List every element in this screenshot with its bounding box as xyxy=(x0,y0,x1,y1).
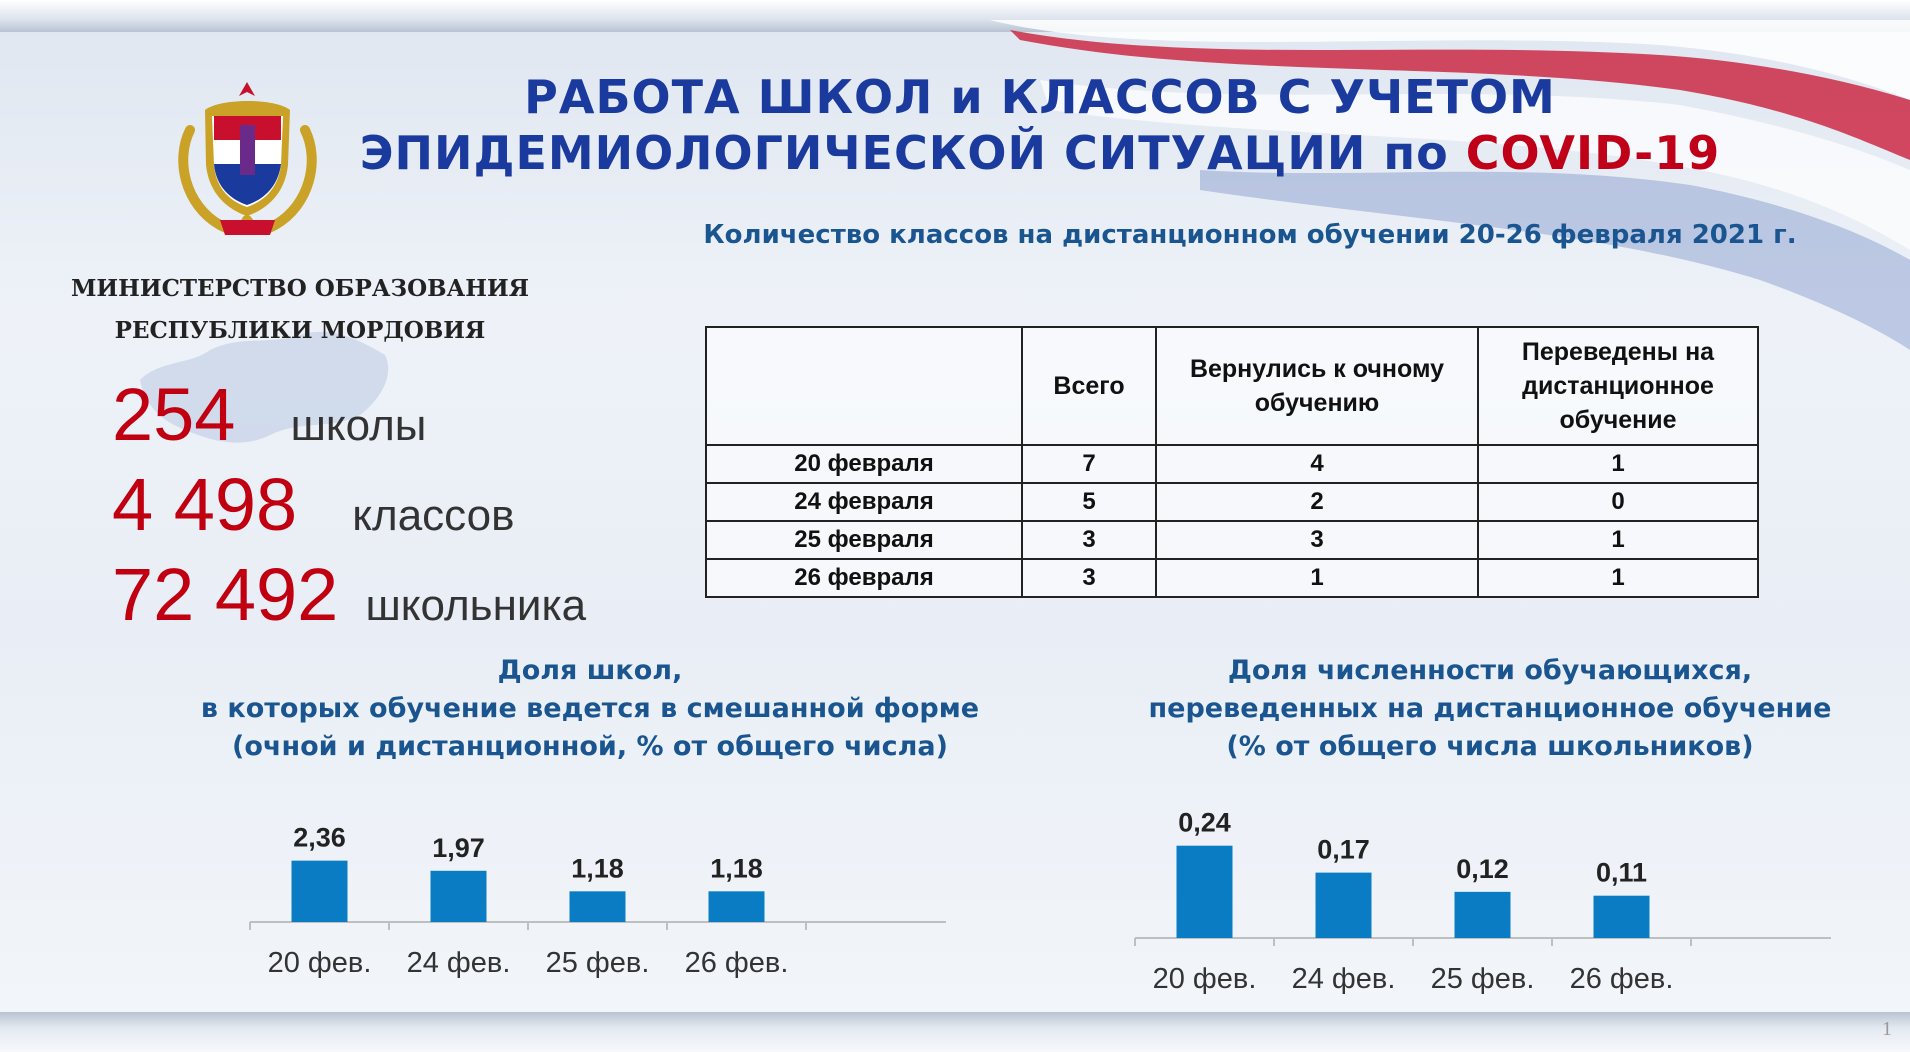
header-total: Всего xyxy=(1022,327,1156,445)
table-subtitle: Количество классов на дистанционном обучении 20-26 февраля 2021 г. xyxy=(703,220,1797,250)
data-label: 0,11 xyxy=(1595,857,1648,888)
category-label: 20 фев. xyxy=(267,947,372,979)
cell-transferred: 1 xyxy=(1478,559,1758,597)
chart2-title-line: (% от общего числа школьников) xyxy=(1226,731,1754,762)
data-label: 1,18 xyxy=(710,853,763,884)
cell-transferred: 1 xyxy=(1478,521,1758,559)
data-label: 0,12 xyxy=(1456,853,1509,884)
ministry-line1: МИНИСТЕРСТВО ОБРАЗОВАНИЯ xyxy=(70,275,530,302)
data-label: 0,24 xyxy=(1178,807,1231,838)
bottom-bar xyxy=(0,1012,1910,1052)
cell-date: 20 февраля xyxy=(706,445,1022,483)
stat-schools xyxy=(112,372,426,462)
cell-total: 5 xyxy=(1022,483,1156,521)
stat-label: школы xyxy=(290,401,427,450)
category-label: 26 фев. xyxy=(684,947,789,979)
cell-returned: 3 xyxy=(1156,521,1478,559)
data-label: 0,17 xyxy=(1317,834,1370,865)
chart2-title-line: Доля численности обучающихся, xyxy=(1227,655,1753,686)
chart2-title xyxy=(1120,652,1860,766)
category-label: 25 фев. xyxy=(545,947,650,979)
header-date xyxy=(706,327,1022,445)
bar xyxy=(1594,896,1650,938)
data-label: 2,36 xyxy=(293,822,346,853)
cell-total: 3 xyxy=(1022,521,1156,559)
bar xyxy=(292,861,348,922)
bar xyxy=(1316,873,1372,938)
page-title-line2 xyxy=(340,126,1740,180)
chart1-title xyxy=(180,652,1000,766)
cell-total: 7 xyxy=(1022,445,1156,483)
chart1-title-line: в которых обучение ведется в смешанной форме xyxy=(200,693,980,724)
table-row xyxy=(706,483,1758,521)
stat-label: школьника xyxy=(365,581,587,630)
cell-returned: 4 xyxy=(1156,445,1478,483)
category-label: 24 фев. xyxy=(406,947,511,979)
data-label: 1,97 xyxy=(432,832,485,863)
bar xyxy=(431,871,487,922)
category-label: 20 фев. xyxy=(1152,963,1257,995)
stat-classes xyxy=(112,462,515,552)
bar xyxy=(1455,892,1511,938)
cell-transferred: 1 xyxy=(1478,445,1758,483)
stat-number: 72 492 xyxy=(112,553,339,636)
header-transferred: Переведены на дистанционное обучение xyxy=(1478,327,1758,445)
category-label: 26 фев. xyxy=(1569,963,1674,995)
table-row xyxy=(706,445,1758,483)
mixed-form-schools-chart xyxy=(250,822,950,990)
cell-returned: 1 xyxy=(1156,559,1478,597)
bar xyxy=(1177,846,1233,938)
title-text: ЭПИДЕМИОЛОГИЧЕСКОЙ СИТУАЦИИ по xyxy=(359,126,1466,180)
covid-label: COVID-19 xyxy=(1465,126,1721,180)
page-number: 1 xyxy=(1882,1018,1892,1040)
data-label: 1,18 xyxy=(571,853,624,884)
chart1-title-line: (очной и дистанционной, % от общего числа) xyxy=(232,731,948,762)
table-header-row xyxy=(706,327,1758,445)
table-row xyxy=(706,559,1758,597)
stat-label: классов xyxy=(352,491,515,540)
ministry-name xyxy=(20,268,580,352)
remote-students-chart xyxy=(1135,807,1835,1010)
cell-date: 24 февраля xyxy=(706,483,1022,521)
cell-date: 26 февраля xyxy=(706,559,1022,597)
stat-number: 4 498 xyxy=(112,463,298,546)
category-label: 25 фев. xyxy=(1430,963,1535,995)
cell-returned: 2 xyxy=(1156,483,1478,521)
cell-date: 25 февраля xyxy=(706,521,1022,559)
table-row xyxy=(706,521,1758,559)
category-label: 24 фев. xyxy=(1291,963,1396,995)
header-returned: Вернулись к очному обучению xyxy=(1156,327,1478,445)
bar xyxy=(709,891,765,922)
stat-students xyxy=(112,552,586,642)
chart1-title-line: Доля школ, xyxy=(497,655,683,686)
cell-transferred: 0 xyxy=(1478,483,1758,521)
cell-total: 3 xyxy=(1022,559,1156,597)
stat-number: 254 xyxy=(112,373,236,456)
bar xyxy=(570,891,626,922)
ministry-line2: РЕСПУБЛИКИ МОРДОВИЯ xyxy=(114,317,486,344)
remote-classes-table xyxy=(705,326,1759,598)
page-title-line1: РАБОТА ШКОЛ и КЛАССОВ С УЧЕТОМ xyxy=(524,70,1556,124)
chart2-title-line: переведенных на дистанционное обучение xyxy=(1148,693,1832,724)
coat-of-arms-emblem xyxy=(160,70,335,245)
